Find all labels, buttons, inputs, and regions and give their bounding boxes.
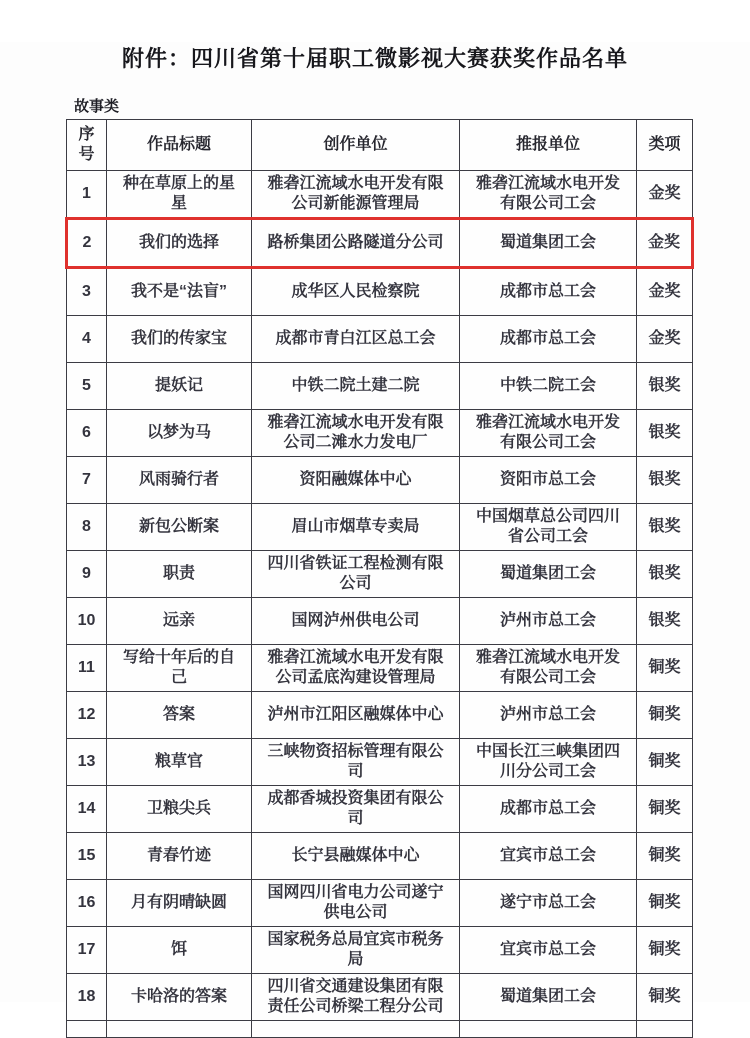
cell-no: 8 — [67, 504, 107, 551]
awards-table — [65, 119, 694, 1038]
cell-creator: 雅砻江流域水电开发有限公司孟底沟建设管理局 — [252, 645, 460, 692]
table-row — [67, 363, 693, 410]
cell-title: 我不是“法盲” — [107, 268, 252, 316]
cell-no: 14 — [67, 786, 107, 833]
cell-recommender: 中国长江三峡集团四川分公司工会 — [460, 739, 637, 786]
table-row — [67, 316, 693, 363]
cell-title: 答案 — [107, 692, 252, 739]
table-row — [67, 974, 693, 1021]
cell-no: 7 — [67, 457, 107, 504]
table-row-highlighted — [67, 219, 693, 268]
cell-recommender: 宜宾市总工会 — [460, 927, 637, 974]
cell-recommender: 成都市总工会 — [460, 786, 637, 833]
cell-creator: 雅砻江流域水电开发有限公司新能源管理局 — [252, 171, 460, 219]
cell-title — [107, 1021, 252, 1038]
cell-recommender: 泸州市总工会 — [460, 598, 637, 645]
cell-award: 银奖 — [637, 410, 693, 457]
cell-no: 12 — [67, 692, 107, 739]
cell-recommender: 资阳市总工会 — [460, 457, 637, 504]
table-row — [67, 927, 693, 974]
cell-title: 职责 — [107, 551, 252, 598]
cell-award: 银奖 — [637, 363, 693, 410]
cell-recommender: 成都市总工会 — [460, 268, 637, 316]
cell-title: 我们的传家宝 — [107, 316, 252, 363]
cell-title: 新包公断案 — [107, 504, 252, 551]
cell-no: 11 — [67, 645, 107, 692]
header-award: 类项 — [637, 120, 693, 171]
cell-award: 铜奖 — [637, 974, 693, 1021]
cell-recommender: 遂宁市总工会 — [460, 880, 637, 927]
cell-creator — [252, 1021, 460, 1038]
cell-creator: 泸州市江阳区融媒体中心 — [252, 692, 460, 739]
table-row — [67, 786, 693, 833]
cell-no: 3 — [67, 268, 107, 316]
cell-creator: 眉山市烟草专卖局 — [252, 504, 460, 551]
cell-title: 种在草原上的星星 — [107, 171, 252, 219]
cell-award: 银奖 — [637, 551, 693, 598]
cell-no: 4 — [67, 316, 107, 363]
cell-title: 远亲 — [107, 598, 252, 645]
cell-creator: 中铁二院土建二院 — [252, 363, 460, 410]
cell-award: 金奖 — [637, 171, 693, 219]
cell-title: 粮草官 — [107, 739, 252, 786]
cell-award: 铜奖 — [637, 786, 693, 833]
table-header — [67, 120, 693, 171]
table-row — [67, 739, 693, 786]
table-row — [67, 692, 693, 739]
cell-recommender: 雅砻江流域水电开发有限公司工会 — [460, 410, 637, 457]
cell-recommender: 蜀道集团工会 — [460, 219, 637, 268]
cell-title: 以梦为马 — [107, 410, 252, 457]
cell-recommender: 中铁二院工会 — [460, 363, 637, 410]
table-row — [67, 551, 693, 598]
table-row — [67, 504, 693, 551]
cell-award: 铜奖 — [637, 645, 693, 692]
cell-no: 15 — [67, 833, 107, 880]
cell-recommender: 成都市总工会 — [460, 316, 637, 363]
cell-title: 饵 — [107, 927, 252, 974]
cell-creator: 路桥集团公路隧道分公司 — [252, 219, 460, 268]
document-page — [0, 42, 750, 1015]
header-row — [67, 120, 693, 171]
cell-title: 卫粮尖兵 — [107, 786, 252, 833]
cell-no — [67, 1021, 107, 1038]
cell-creator: 雅砻江流域水电开发有限公司二滩水力发电厂 — [252, 410, 460, 457]
cell-award: 金奖 — [637, 316, 693, 363]
cell-creator: 成都香城投资集团有限公司 — [252, 786, 460, 833]
cell-creator: 四川省铁证工程检测有限公司 — [252, 551, 460, 598]
cell-award: 铜奖 — [637, 927, 693, 974]
cell-recommender — [460, 1021, 637, 1038]
table-row — [67, 880, 693, 927]
cell-award: 铜奖 — [637, 833, 693, 880]
cell-award: 银奖 — [637, 457, 693, 504]
cell-creator: 成都市青白江区总工会 — [252, 316, 460, 363]
cell-title: 写给十年后的自己 — [107, 645, 252, 692]
header-title: 作品标题 — [107, 120, 252, 171]
section-label: 故事类 — [74, 98, 120, 115]
cell-recommender: 蜀道集团工会 — [460, 974, 637, 1021]
table-row — [67, 410, 693, 457]
cell-award: 铜奖 — [637, 739, 693, 786]
cell-no: 6 — [67, 410, 107, 457]
cell-award: 金奖 — [637, 268, 693, 316]
cell-recommender: 泸州市总工会 — [460, 692, 637, 739]
table-row — [67, 457, 693, 504]
cell-recommender: 蜀道集团工会 — [460, 551, 637, 598]
cell-creator: 三峡物资招标管理有限公司 — [252, 739, 460, 786]
cell-creator: 国家税务总局宜宾市税务局 — [252, 927, 460, 974]
cell-recommender: 宜宾市总工会 — [460, 833, 637, 880]
cell-no: 5 — [67, 363, 107, 410]
cell-award: 银奖 — [637, 598, 693, 645]
cell-no: 1 — [67, 171, 107, 219]
header-creator: 创作单位 — [252, 120, 460, 171]
header-recommender: 推报单位 — [460, 120, 637, 171]
cell-creator: 资阳融媒体中心 — [252, 457, 460, 504]
cell-no: 13 — [67, 739, 107, 786]
table-row — [67, 598, 693, 645]
cell-no: 9 — [67, 551, 107, 598]
cell-title: 青春竹迹 — [107, 833, 252, 880]
cell-title: 月有阴晴缺圆 — [107, 880, 252, 927]
table-row — [67, 268, 693, 316]
cell-title: 提妖记 — [107, 363, 252, 410]
cell-recommender: 雅砻江流域水电开发有限公司工会 — [460, 171, 637, 219]
table-row-partial — [67, 1021, 693, 1038]
cell-creator: 成华区人民检察院 — [252, 268, 460, 316]
cell-award: 金奖 — [637, 219, 693, 268]
table-body — [67, 171, 693, 1038]
cell-no: 2 — [67, 219, 107, 268]
cell-title: 卡哈洛的答案 — [107, 974, 252, 1021]
cell-recommender: 中国烟草总公司四川省公司工会 — [460, 504, 637, 551]
header-no: 序号 — [67, 120, 107, 171]
cell-no: 18 — [67, 974, 107, 1021]
cell-no: 10 — [67, 598, 107, 645]
cell-creator: 四川省交通建设集团有限责任公司桥梁工程分公司 — [252, 974, 460, 1021]
cell-no: 16 — [67, 880, 107, 927]
cell-award: 铜奖 — [637, 880, 693, 927]
cell-award: 铜奖 — [637, 692, 693, 739]
cell-award: 银奖 — [637, 504, 693, 551]
cell-title: 我们的选择 — [107, 219, 252, 268]
cell-creator: 国网四川省电力公司遂宁供电公司 — [252, 880, 460, 927]
cell-award — [637, 1021, 693, 1038]
table-row — [67, 171, 693, 219]
cell-title: 风雨骑行者 — [107, 457, 252, 504]
cell-no: 17 — [67, 927, 107, 974]
cell-creator: 长宁县融媒体中心 — [252, 833, 460, 880]
table-row — [67, 645, 693, 692]
cell-creator: 国网泸州供电公司 — [252, 598, 460, 645]
cell-recommender: 雅砻江流域水电开发有限公司工会 — [460, 645, 637, 692]
page-title: 附件：四川省第十届职工微影视大赛获奖作品名单 — [121, 46, 628, 71]
table-row — [67, 833, 693, 880]
